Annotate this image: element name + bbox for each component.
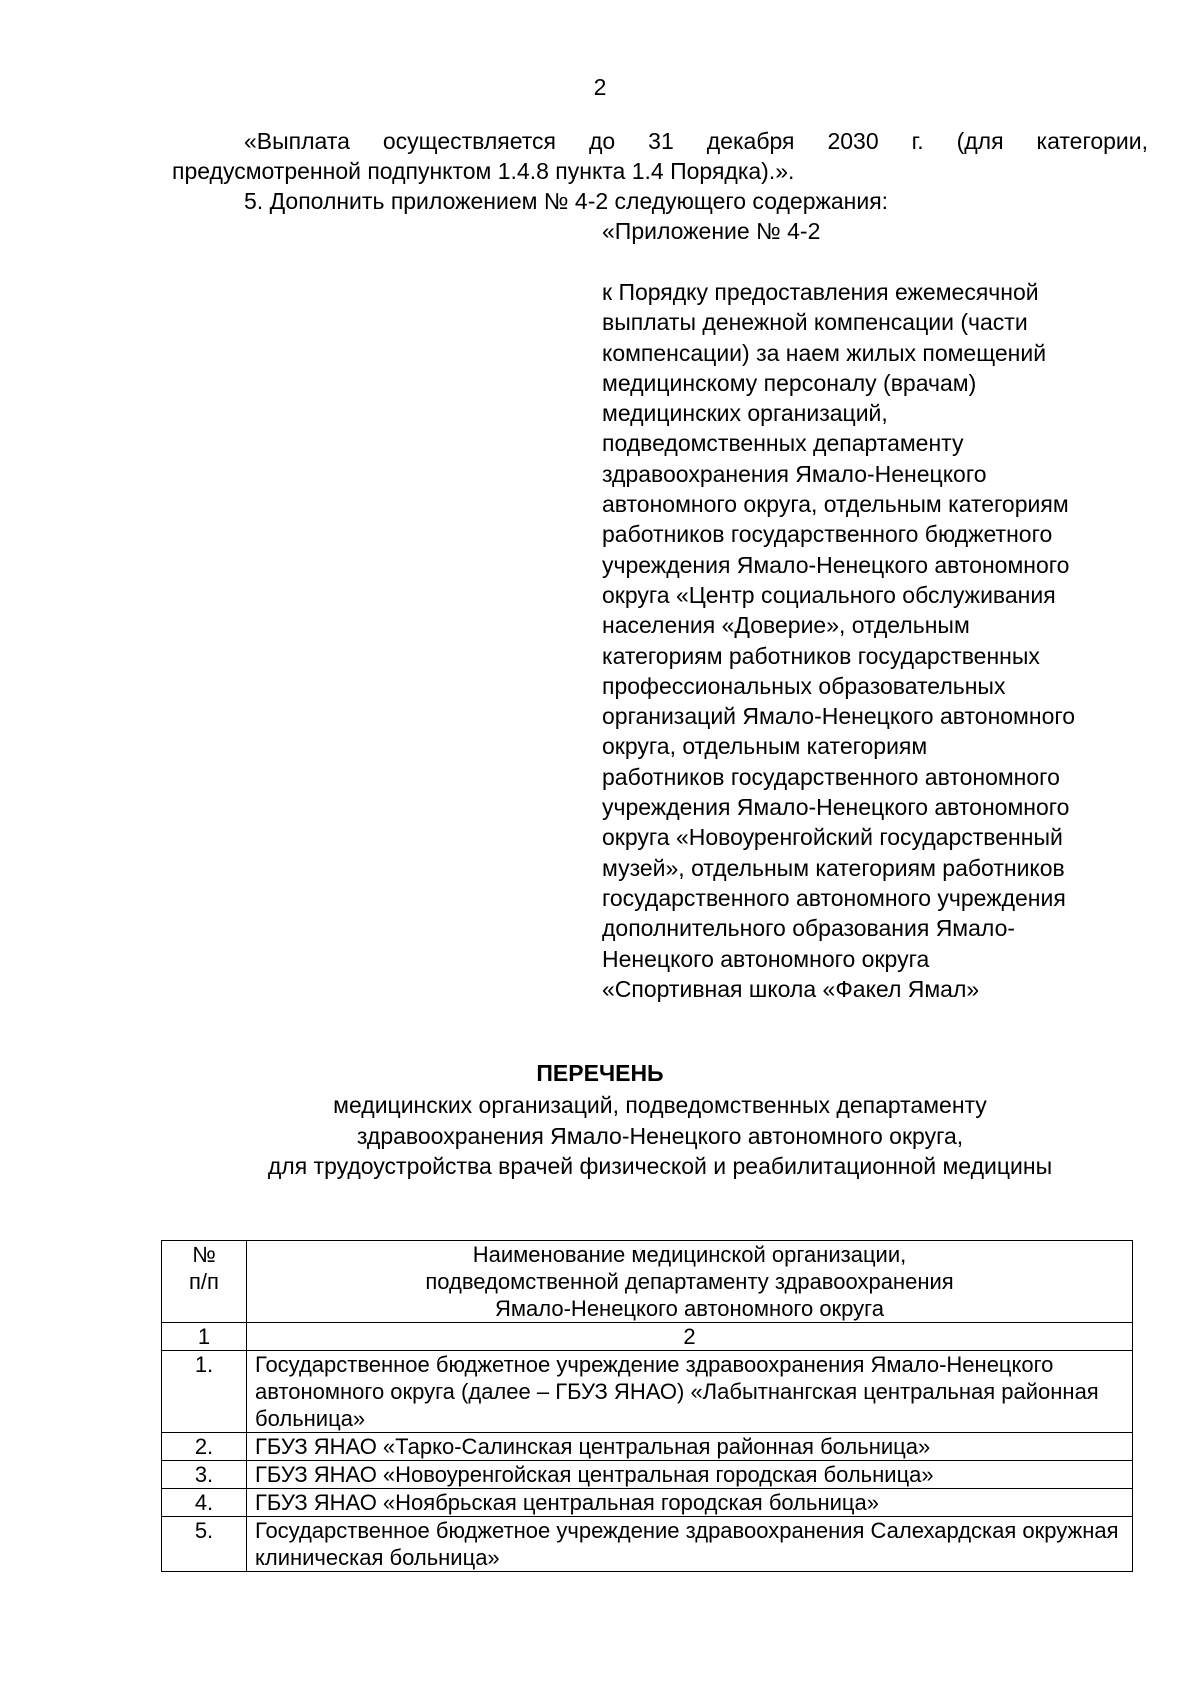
appendix-line: населения «Доверие», отдельным bbox=[602, 612, 970, 639]
row-number: 1. bbox=[162, 1351, 247, 1433]
appendix-line: дополнительного образования Ямало- bbox=[602, 915, 1016, 942]
organizations-table bbox=[161, 1240, 1133, 1572]
table-row bbox=[162, 1351, 1133, 1433]
appendix-line: «Спортивная школа «Факел Ямал» bbox=[602, 975, 980, 1002]
appendix-line: организаций Ямало-Ненецкого автономного bbox=[602, 703, 1076, 730]
row-number: 3. bbox=[162, 1461, 247, 1489]
row-name: Государственное бюджетное учреждение здравоохранения Салехардская окружная клиническая больница» bbox=[247, 1517, 1133, 1572]
list-subtitle-line: для трудоустройства врачей физической и реабилитационной медицины bbox=[267, 1153, 1053, 1179]
appendix-line: округа, отдельным категориям bbox=[602, 733, 928, 760]
appendix-line: категориям работников государственных bbox=[602, 642, 1040, 669]
appendix-body bbox=[602, 277, 1162, 1004]
header-num-line: п/п bbox=[189, 1269, 219, 1294]
list-title: ПЕРЕЧЕНЬ bbox=[536, 1060, 664, 1086]
list-subtitle-line: медицинских организаций, подведомственных департаменту bbox=[333, 1092, 987, 1118]
row-number: 2. bbox=[162, 1433, 247, 1461]
header-num-cell bbox=[162, 1241, 247, 1323]
table-row bbox=[162, 1433, 1133, 1461]
appendix-line: государственного автономного учреждения bbox=[602, 884, 1066, 911]
appendix-line: работников государственного автономного bbox=[602, 763, 1060, 790]
header-name-line: подведомственной департаменту здравоохранения bbox=[425, 1269, 954, 1294]
list-subtitle bbox=[0, 1090, 1200, 1182]
appendix-line: подведомственных департаменту bbox=[602, 430, 964, 457]
appendix-line: учреждения Ямало-Ненецкого автономного bbox=[602, 794, 1070, 821]
appendix-line: к Порядку предоставления ежемесячной bbox=[602, 279, 1039, 305]
appendix-line: здравоохранения Ямало-Ненецкого bbox=[602, 460, 987, 487]
row-name: ГБУЗ ЯНАО «Тарко-Салинская центральная районная больница» bbox=[247, 1433, 1133, 1461]
appendix-line: медицинскому персоналу (врачам) bbox=[602, 369, 977, 396]
appendix-line: учреждения Ямало-Ненецкого автономного bbox=[602, 551, 1070, 578]
paragraph-payment-line1: «Выплата осуществляется до 31 декабря 2030 г. (для категории, bbox=[244, 128, 1148, 154]
row-number: 5. bbox=[162, 1517, 247, 1572]
row-name: ГБУЗ ЯНАО «Новоуренгойская центральная городская больница» bbox=[247, 1461, 1133, 1489]
list-subtitle-line: здравоохранения Ямало-Ненецкого автономного округа, bbox=[356, 1122, 964, 1149]
table-row bbox=[162, 1517, 1133, 1572]
column-number-cell: 2 bbox=[247, 1323, 1133, 1351]
table-row bbox=[162, 1461, 1133, 1489]
column-number-cell: 1 bbox=[162, 1323, 247, 1351]
appendix-line: выплаты денежной компенсации (части bbox=[602, 309, 1028, 336]
appendix-line: работников государственного бюджетного bbox=[602, 521, 1053, 548]
header-name-line: Наименование медицинской организации, bbox=[472, 1242, 907, 1267]
appendix-title: «Приложение № 4-2 bbox=[602, 218, 821, 244]
header-name-line: Ямало-Ненецкого автономного округа bbox=[495, 1296, 884, 1321]
appendix-line: автономного округа, отдельным категориям bbox=[602, 491, 1069, 518]
table-row bbox=[162, 1489, 1133, 1517]
table-header-row bbox=[162, 1241, 1133, 1323]
appendix-line: округа «Новоуренгойский государственный bbox=[602, 824, 1063, 851]
appendix-line: округа «Центр социального обслуживания bbox=[602, 581, 1056, 608]
appendix-line: Ненецкого автономного округа bbox=[602, 945, 930, 972]
column-numbers-row bbox=[162, 1323, 1133, 1351]
paragraph-payment bbox=[172, 126, 1148, 186]
paragraph-payment-line2: предусмотренной подпунктом 1.4.8 пункта 1.4 Порядка).». bbox=[172, 158, 795, 184]
header-name-cell bbox=[247, 1241, 1133, 1323]
header-num-line: № bbox=[192, 1242, 216, 1267]
row-name: ГБУЗ ЯНАО «Ноябрьская центральная городская больница» bbox=[247, 1489, 1133, 1517]
appendix-line: медицинских организаций, bbox=[602, 400, 888, 427]
item-5-text: 5. Дополнить приложением № 4-2 следующего содержания: bbox=[244, 188, 889, 214]
row-number: 4. bbox=[162, 1489, 247, 1517]
appendix-line: профессиональных образовательных bbox=[602, 672, 1006, 699]
appendix-line: компенсации) за наем жилых помещений bbox=[602, 339, 1047, 366]
page-number: 2 bbox=[593, 74, 607, 100]
row-name: Государственное бюджетное учреждение здравоохранения Ямало-Ненецкого автономного округа (далее – ГБУЗ ЯНАО) «Лабытнангская центральная районная больница» bbox=[247, 1351, 1133, 1433]
appendix-line: музей», отдельным категориям работников bbox=[602, 854, 1065, 881]
